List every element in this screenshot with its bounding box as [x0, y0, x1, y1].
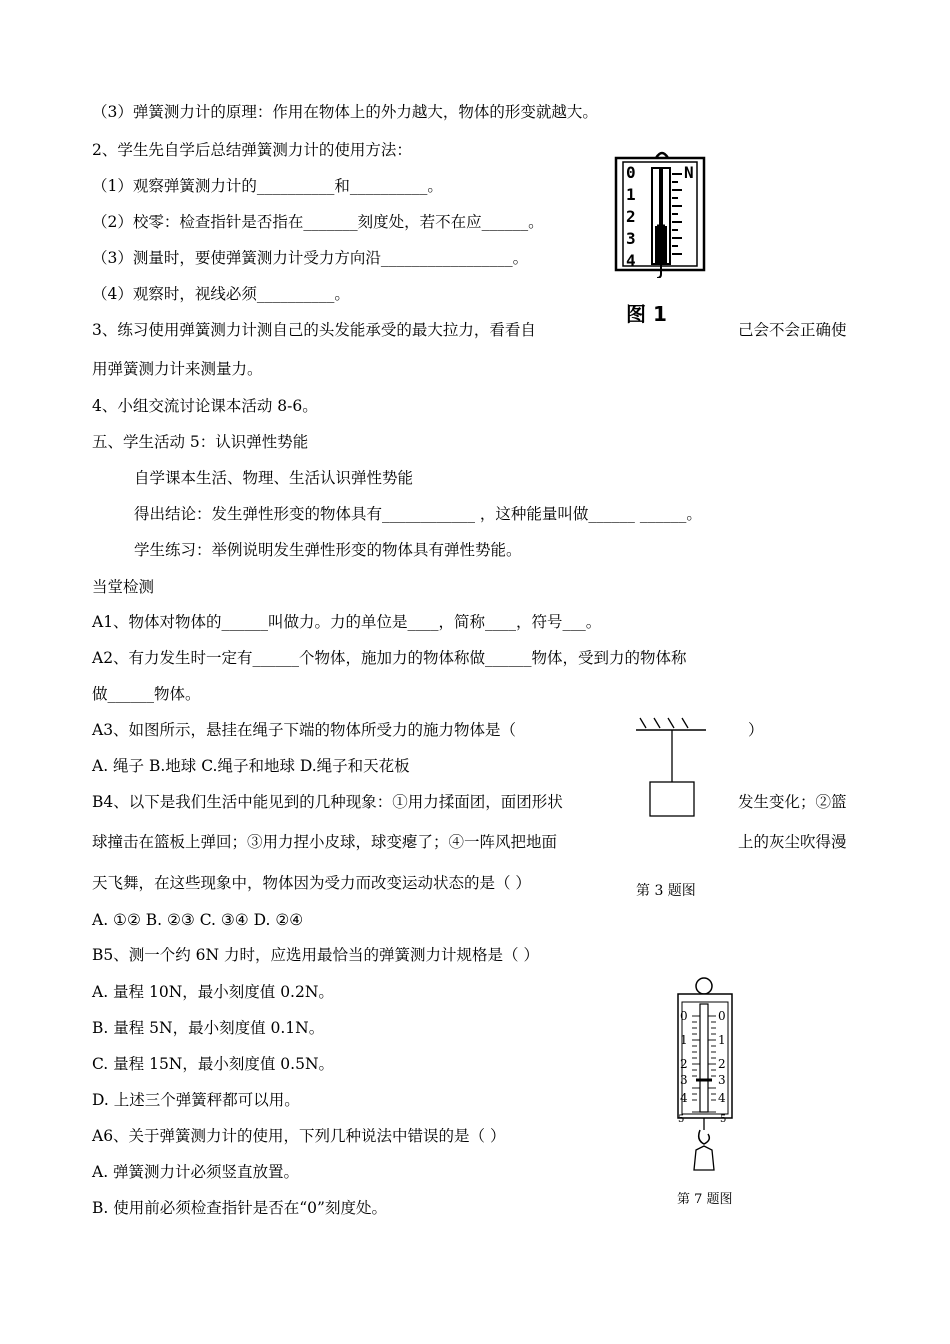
spring-scale-figure-1 [610, 148, 710, 278]
hanging-block-figure-3 [628, 712, 738, 822]
text-line: B. 量程 5N，最小刻度值 0.1N。 [92, 1019, 325, 1037]
figure-1-caption: 图 1 [626, 302, 667, 326]
text-line: （1）观察弹簧测力计的__________和__________。 [92, 177, 443, 195]
scale-unit-label: N [684, 163, 694, 182]
scale-tick-label: 2 [718, 1057, 726, 1071]
text-line: 3、练习使用弹簧测力计测自己的头发能承受的最大拉力，看看自 [92, 321, 536, 339]
text-line: A6、关于弹簧测力计的使用，下列几种说法中错误的是（ ） [92, 1127, 506, 1145]
text-line: 天飞舞，在这些现象中，物体因为受力而改变运动状态的是（ ） [92, 874, 531, 892]
text-line: A. 绳子 B.地球 C.绳子和地球 D.绳子和天花板 [92, 757, 410, 775]
scale-tick-label: 5 [720, 1114, 727, 1125]
text-line: 2、学生先自学后总结弹簧测力计的使用方法： [92, 141, 412, 159]
text-line: 做______物体。 [92, 685, 201, 703]
text-line: C. 量程 15N，最小刻度值 0.5N。 [92, 1055, 335, 1073]
text-line: A. 弹簧测力计必须竖直放置。 [92, 1163, 300, 1181]
text-line: 得出结论：发生弹性形变的物体具有____________ ，这种能量叫做______ ______。 [134, 505, 702, 523]
scale-tick-label: 2 [680, 1057, 688, 1071]
text-line: 上的灰尘吹得漫 [738, 833, 847, 851]
text-line: 己会不会正确使 [738, 321, 847, 339]
text-line: （4）观察时，视线必须__________。 [92, 285, 350, 303]
scale-tick-label: 1 [718, 1033, 726, 1047]
text-line: （3）弹簧测力计的原理：作用在物体上的外力越大，物体的形变就越大。 [92, 103, 598, 121]
text-line: 用弹簧测力计来测量力。 [92, 360, 263, 378]
text-line: 4、小组交流讨论课本活动 8-6。 [92, 397, 318, 415]
scale-tick-label: 1 [680, 1033, 688, 1047]
text-line: A3、如图所示，悬挂在绳子下端的物体所受力的施力物体是（ [92, 721, 517, 739]
text-line: A2、有力发生时一定有______个物体，施加力的物体称做______物体，受到力的物体称 [92, 649, 687, 667]
scale-tick-label: 4 [680, 1091, 688, 1105]
figure-3-caption: 第 3 题图 [636, 883, 696, 899]
text-line: （3）测量时，要使弹簧测力计受力方向沿_________________。 [92, 249, 529, 267]
text-line: B5、测一个约 6N 力时，应选用最恰当的弹簧测力计规格是（ ） [92, 946, 539, 964]
text-line: A. 量程 10N，最小刻度值 0.2N。 [92, 983, 334, 1001]
figure-7-caption: 第 7 题图 [677, 1192, 733, 1207]
text-line: 学生练习：举例说明发生弹性形变的物体具有弹性势能。 [134, 541, 522, 559]
text-line: ） [748, 721, 764, 739]
scale-tick-label: 4 [718, 1091, 726, 1105]
scale-tick-label: 4 [626, 251, 636, 270]
scale-tick-label: 0 [626, 163, 636, 182]
text-line: （2）校零：检查指针是否指在_______刻度处，若不在应______。 [92, 213, 544, 231]
text-line: 发生变化；②篮 [738, 793, 847, 811]
section-heading: 五、学生活动 5：认识弹性势能 [92, 433, 309, 451]
text-line: 球撞击在篮板上弹回；③用力捏小皮球，球变瘪了；④一阵风把地面 [92, 833, 558, 851]
scale-tick-label: 1 [626, 185, 636, 204]
scale-tick-label: 2 [626, 207, 636, 226]
text-line: B4、以下是我们生活中能见到的几种现象：①用力揉面团，面团形状 [92, 793, 563, 811]
text-line: B. 使用前必须检查指针是否在“0”刻度处。 [92, 1199, 387, 1217]
scale-tick-label: 0 [680, 1009, 688, 1023]
text-line: D. 上述三个弹簧秤都可以用。 [92, 1091, 300, 1109]
scale-tick-label: 0 [718, 1009, 726, 1023]
scale-tick-label: 3 [680, 1073, 688, 1087]
scale-tick-label: 3 [626, 229, 636, 248]
text-line: 自学课本生活、物理、生活认识弹性势能 [134, 469, 414, 487]
scale-tick-label: 5 [678, 1114, 685, 1125]
section-heading: 当堂检测 [92, 578, 155, 596]
text-line: A1、物体对物体的______叫做力。力的单位是____，简称____，符号___。 [92, 613, 602, 631]
spring-scale-figure-7 [672, 974, 742, 1184]
scale-tick-label: 3 [718, 1073, 726, 1087]
text-line: A. ①② B. ②③ C. ③④ D. ②④ [92, 911, 304, 929]
